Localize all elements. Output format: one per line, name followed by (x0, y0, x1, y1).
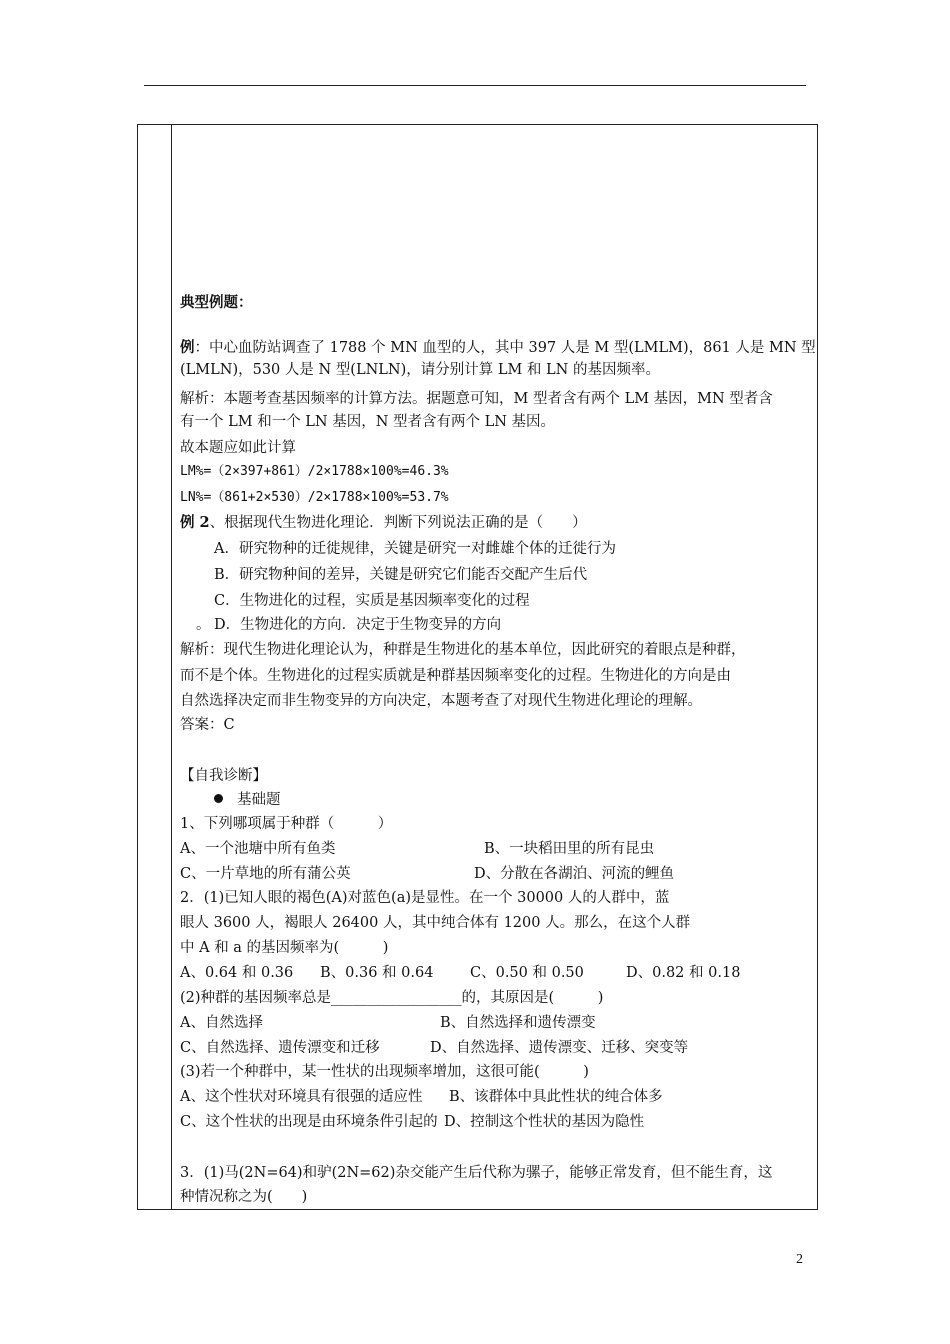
q2-option-d: D、0.82 和 0.18 (626, 965, 741, 981)
q3-line2: 种情况称之为( ) (180, 1189, 308, 1205)
q2-part3-option-c: C、这个性状的出现是由环境条件引起的 (180, 1114, 438, 1130)
q2-part3-option-a: A、这个性状对环境具有很强的适应性 (180, 1089, 423, 1105)
q2-part3: (3)若一个种群中，某一性状的出现频率增加，这很可能( ) (180, 1064, 589, 1080)
example2-option-a: A．研究物种的迁徙规律，关键是研究一对雌雄个体的迁徙行为 (214, 541, 616, 557)
example1-calc-ln: LN%=（861+2×530）/2×1788×100%=53.7% (180, 490, 449, 505)
q2-part2-option-a: A、自然选择 (180, 1015, 263, 1031)
q2-option-c: C、0.50 和 0.50 (470, 965, 584, 981)
example2-option-d: D．生物进化的方向．决定于生物变异的方向 (214, 617, 502, 633)
example2-analysis2: 而不是个体。生物进化的过程实质就是种群基因频率变化的过程。生物进化的方向是由 (180, 668, 731, 684)
q2-line2: 眼人 3600 人，褐眼人 26400 人，其中纯合体有 1200 人。那么，在这个人群 (180, 915, 691, 931)
self-diag-title: 【自我诊断】 (180, 768, 267, 784)
q2-line1: 2．(1)已知人眼的褐色(A)对蓝色(a)是显性。在一个 30000 人的人群中，蓝 (180, 890, 670, 906)
q1-option-d: D、分散在各湖泊、河流的鲤鱼 (474, 866, 675, 882)
section-title: 典型例题： (180, 294, 253, 311)
example1-calc-intro: 故本题应如此计算 (180, 440, 296, 456)
example2-option-c: C．生物进化的过程，实质是基因频率变化的过程 (214, 593, 530, 609)
q2-line3: 中 A 和 a 的基因频率为( ) (180, 940, 389, 956)
example2-question: 例 2、根据现代生物进化理论．判断下列说法正确的是（ ） (180, 514, 587, 531)
bullet-icon (214, 794, 223, 803)
example1-calc-lm: LM%=（2×397+861）/2×1788×100%=46.3% (180, 464, 449, 479)
q2-part2: (2)种群的基因频率总是__________________的，其原因是( ) (180, 990, 604, 1006)
example2-option-d-prefix: 。 (196, 617, 211, 633)
q2-option-a: A、0.64 和 0.36 (180, 965, 294, 981)
example1-line2: (LMLN)，530 人是 N 型(LNLN)，请分别计算 LM 和 LN 的基因频率。 (180, 362, 660, 378)
header-rule (144, 85, 806, 86)
q2-part2-option-b: B、自然选择和遗传漂变 (440, 1015, 596, 1031)
page-number: 2 (796, 1252, 803, 1267)
example1-label: 例 (180, 339, 195, 356)
example1-line1: 例：中心血防站调查了 1788 个 MN 血型的人，其中 397 人是 M 型(LMLM)，861 人是 MN 型 (180, 339, 816, 356)
q2-part3-option-d: D、控制这个性状的基因为隐性 (444, 1114, 645, 1130)
example2-analysis1: 解析：现代生物进化理论认为，种群是生物进化的基本单位，因此研究的着眼点是种群， (180, 642, 746, 658)
table-column-divider (171, 124, 172, 1210)
q2-part2-option-d: D、自然选择、遗传漂变、迁移、突变等 (430, 1040, 689, 1056)
example2-answer: 答案：C (180, 717, 235, 733)
q1: 1、下列哪项属于种群（ ） (180, 816, 393, 832)
q1-option-a: A、一个池塘中所有鱼类 (180, 841, 336, 857)
example2-label: 例 2 (180, 514, 210, 531)
q3-line1: 3．(1)马(2N=64)和驴(2N=62)杂交能产生后代称为骡子，能够正常发育，但不能生育，这 (180, 1165, 773, 1181)
q1-option-c: C、一片草地的所有蒲公英 (180, 866, 351, 882)
example1-analysis1: 解析：本题考查基因频率的计算方法。据题意可知，M 型者含有两个 LM 基因，MN 型者含 (180, 391, 773, 407)
q1-option-b: B、一块稻田里的所有昆虫 (484, 841, 655, 857)
example1-analysis2: 有一个 LM 和一个 LN 基因，N 型者含有两个 LN 基因。 (180, 414, 556, 430)
q2-option-b: B、0.36 和 0.64 (320, 965, 434, 981)
q2-part2-option-c: C、自然选择、遗传漂变和迁移 (180, 1040, 380, 1056)
example2-option-b: B．研究物种间的差异，关键是研究它们能否交配产生后代 (214, 567, 588, 583)
q2-part3-option-b: B、该群体中具此性状的纯合体多 (449, 1089, 663, 1105)
basic-heading: 基础题 (214, 790, 281, 810)
example2-analysis3: 自然选择决定而非生物变异的方向决定，本题考查了对现代生物进化理论的理解。 (180, 693, 702, 709)
